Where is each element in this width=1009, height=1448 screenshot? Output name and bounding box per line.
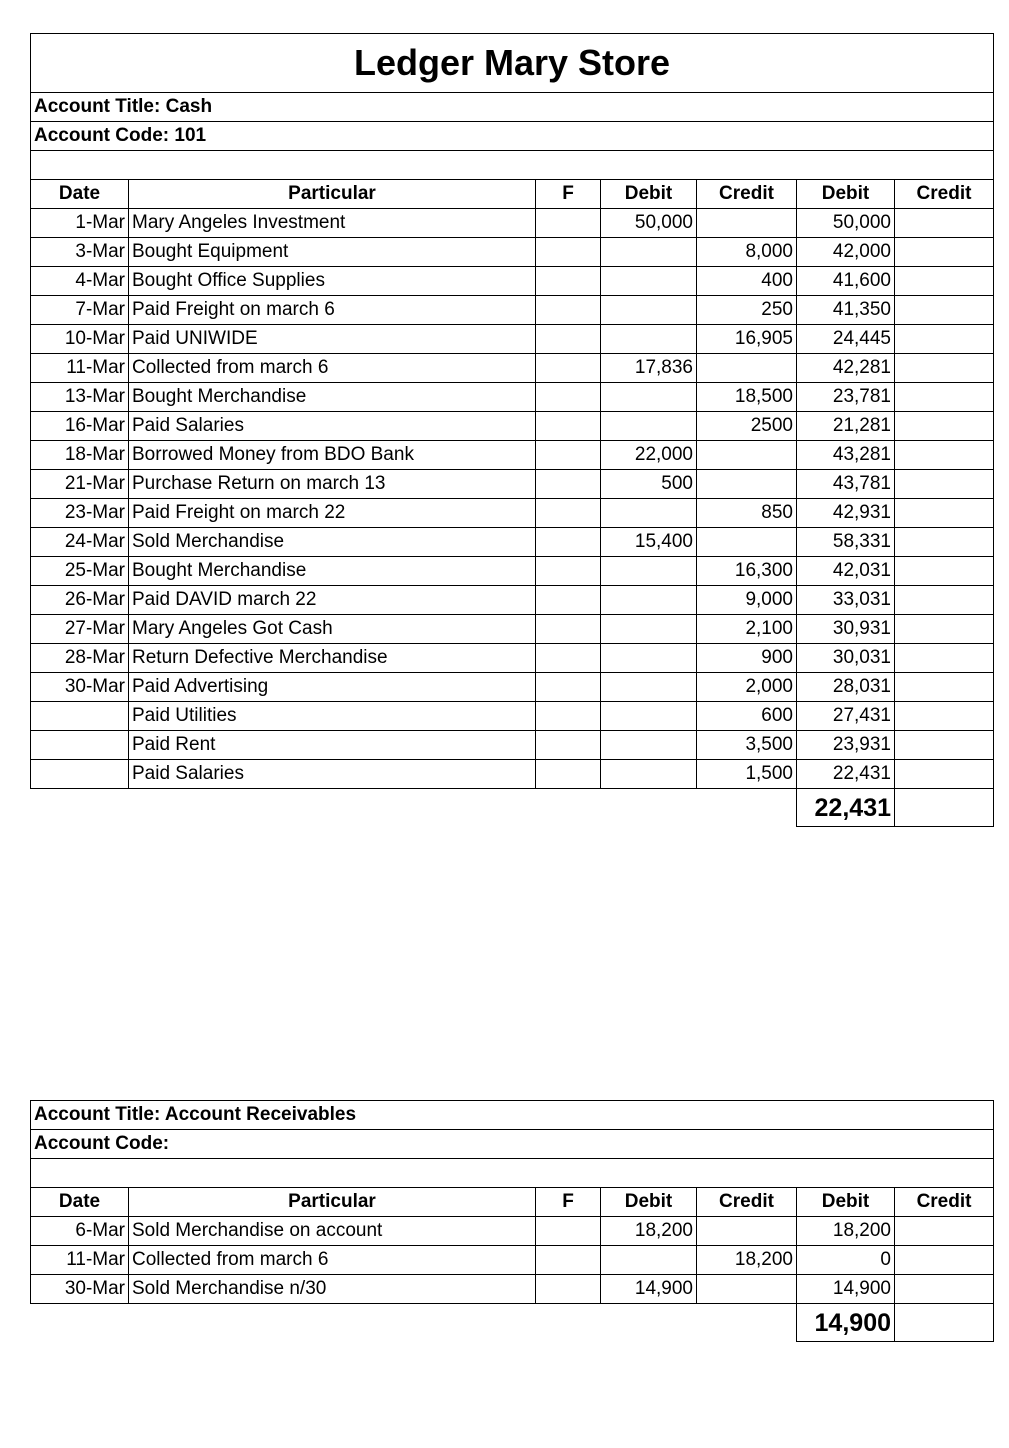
row-credit (697, 441, 797, 470)
row-date: 4-Mar (31, 267, 129, 296)
col-balance-debit: Debit (797, 180, 895, 209)
row-balance-debit: 24,445 (797, 325, 895, 354)
row-balance-credit (895, 383, 994, 412)
row-credit (697, 209, 797, 238)
row-date: 13-Mar (31, 383, 129, 412)
row-debit (601, 760, 697, 789)
row-credit: 2,100 (697, 615, 797, 644)
table-row (31, 528, 994, 557)
row-balance-credit (895, 470, 994, 499)
row-folio (536, 615, 601, 644)
row-particular: Bought Equipment (129, 238, 536, 267)
row-balance-credit (895, 731, 994, 760)
table-row (31, 673, 994, 702)
blank-row (31, 1159, 994, 1188)
row-balance-credit (895, 209, 994, 238)
table-row (31, 267, 994, 296)
row-debit (601, 267, 697, 296)
row-date: 26-Mar (31, 586, 129, 615)
table-row (31, 209, 994, 238)
row-credit: 9,000 (697, 586, 797, 615)
row-folio (536, 702, 601, 731)
row-credit: 600 (697, 702, 797, 731)
row-particular: Sold Merchandise n/30 (129, 1275, 536, 1304)
row-particular: Paid Freight on march 22 (129, 499, 536, 528)
row-particular: Bought Merchandise (129, 383, 536, 412)
row-debit (601, 412, 697, 441)
row-credit (697, 354, 797, 383)
row-folio (536, 528, 601, 557)
row-date: 16-Mar (31, 412, 129, 441)
row-balance-credit (895, 702, 994, 731)
row-particular: Paid Utilities (129, 702, 536, 731)
table-row (31, 1246, 994, 1275)
row-date: 10-Mar (31, 325, 129, 354)
table-row (31, 383, 994, 412)
account-title: Account Title: Account Receivables (31, 1101, 994, 1130)
row-balance-credit (895, 1246, 994, 1275)
row-debit: 17,836 (601, 354, 697, 383)
table-row (31, 238, 994, 267)
row-balance-debit: 50,000 (797, 209, 895, 238)
row-balance-credit (895, 673, 994, 702)
row-balance-credit (895, 354, 994, 383)
row-debit (601, 586, 697, 615)
row-debit (601, 615, 697, 644)
row-folio (536, 470, 601, 499)
row-folio (536, 731, 601, 760)
row-date: 23-Mar (31, 499, 129, 528)
row-particular: Paid Advertising (129, 673, 536, 702)
account-code: Account Code: (31, 1130, 994, 1159)
row-balance-debit: 42,931 (797, 499, 895, 528)
col-folio: F (536, 180, 601, 209)
table-row (31, 586, 994, 615)
row-balance-debit: 18,200 (797, 1217, 895, 1246)
row-debit: 15,400 (601, 528, 697, 557)
row-balance-credit (895, 238, 994, 267)
row-particular: Sold Merchandise on account (129, 1217, 536, 1246)
table-row (31, 412, 994, 441)
row-folio (536, 238, 601, 267)
row-balance-credit (895, 760, 994, 789)
row-folio (536, 325, 601, 354)
row-credit: 250 (697, 296, 797, 325)
row-date: 11-Mar (31, 354, 129, 383)
row-date (31, 731, 129, 760)
row-date: 30-Mar (31, 1275, 129, 1304)
cash-ledger-rows (31, 209, 994, 789)
row-particular: Mary Angeles Got Cash (129, 615, 536, 644)
table-row (31, 615, 994, 644)
table-row (31, 1217, 994, 1246)
row-folio (536, 354, 601, 383)
row-debit (601, 702, 697, 731)
row-particular: Sold Merchandise (129, 528, 536, 557)
row-debit: 22,000 (601, 441, 697, 470)
row-folio (536, 412, 601, 441)
row-credit: 850 (697, 499, 797, 528)
row-date: 28-Mar (31, 644, 129, 673)
row-folio (536, 760, 601, 789)
row-credit: 18,200 (697, 1246, 797, 1275)
row-credit (697, 470, 797, 499)
row-debit (601, 557, 697, 586)
row-debit (601, 1246, 697, 1275)
row-debit: 14,900 (601, 1275, 697, 1304)
row-folio (536, 1217, 601, 1246)
row-balance-debit: 42,281 (797, 354, 895, 383)
row-folio (536, 586, 601, 615)
row-particular: Paid Salaries (129, 760, 536, 789)
row-particular: Bought Merchandise (129, 557, 536, 586)
row-balance-debit: 41,600 (797, 267, 895, 296)
row-credit: 16,905 (697, 325, 797, 354)
row-particular: Purchase Return on march 13 (129, 470, 536, 499)
row-credit: 400 (697, 267, 797, 296)
col-credit: Credit (697, 1188, 797, 1217)
row-debit (601, 499, 697, 528)
row-particular: Borrowed Money from BDO Bank (129, 441, 536, 470)
row-balance-debit: 43,281 (797, 441, 895, 470)
row-debit (601, 296, 697, 325)
table-row (31, 644, 994, 673)
table-row (31, 760, 994, 789)
balance-total-credit (895, 789, 994, 827)
row-balance-debit: 21,281 (797, 412, 895, 441)
row-balance-debit: 41,350 (797, 296, 895, 325)
row-date: 24-Mar (31, 528, 129, 557)
row-credit: 18,500 (697, 383, 797, 412)
col-credit: Credit (697, 180, 797, 209)
row-date: 25-Mar (31, 557, 129, 586)
row-date: 6-Mar (31, 1217, 129, 1246)
row-balance-credit (895, 1217, 994, 1246)
col-particular: Particular (129, 1188, 536, 1217)
row-folio (536, 267, 601, 296)
total-row (31, 789, 994, 827)
col-folio: F (536, 1188, 601, 1217)
row-debit (601, 673, 697, 702)
account-title: Account Title: Cash (31, 93, 994, 122)
row-balance-credit (895, 499, 994, 528)
col-date: Date (31, 1188, 129, 1217)
row-date: 1-Mar (31, 209, 129, 238)
row-balance-credit (895, 441, 994, 470)
row-folio (536, 1246, 601, 1275)
total-row (31, 1304, 994, 1342)
row-folio (536, 209, 601, 238)
col-balance-credit: Credit (895, 1188, 994, 1217)
receivables-ledger (30, 1100, 993, 1342)
balance-total: 22,431 (797, 789, 895, 827)
row-credit: 2500 (697, 412, 797, 441)
row-date: 3-Mar (31, 238, 129, 267)
table-row (31, 296, 994, 325)
row-debit: 50,000 (601, 209, 697, 238)
row-debit (601, 325, 697, 354)
cash-ledger (30, 33, 993, 827)
row-particular: Paid Freight on march 6 (129, 296, 536, 325)
row-balance-credit (895, 644, 994, 673)
col-debit: Debit (601, 1188, 697, 1217)
row-credit (697, 1217, 797, 1246)
row-balance-credit (895, 1275, 994, 1304)
balance-total: 14,900 (797, 1304, 895, 1342)
row-balance-debit: 27,431 (797, 702, 895, 731)
row-particular: Paid UNIWIDE (129, 325, 536, 354)
column-header-row (31, 180, 994, 209)
row-folio (536, 499, 601, 528)
col-balance-credit: Credit (895, 180, 994, 209)
table-row (31, 354, 994, 383)
account-code: Account Code: 101 (31, 122, 994, 151)
receivables-ledger-table (30, 1100, 994, 1342)
row-particular: Paid Rent (129, 731, 536, 760)
col-debit: Debit (601, 180, 697, 209)
row-debit (601, 731, 697, 760)
row-folio (536, 383, 601, 412)
cash-ledger-body (31, 34, 994, 209)
table-row (31, 731, 994, 760)
row-particular: Mary Angeles Investment (129, 209, 536, 238)
row-folio (536, 1275, 601, 1304)
col-balance-debit: Debit (797, 1188, 895, 1217)
row-debit (601, 383, 697, 412)
row-particular: Collected from march 6 (129, 1246, 536, 1275)
row-balance-credit (895, 557, 994, 586)
row-folio (536, 557, 601, 586)
row-debit: 500 (601, 470, 697, 499)
row-particular: Return Defective Merchandise (129, 644, 536, 673)
blank-row (31, 151, 994, 180)
row-balance-debit: 28,031 (797, 673, 895, 702)
col-date: Date (31, 180, 129, 209)
row-balance-credit (895, 267, 994, 296)
column-header-row (31, 1188, 994, 1217)
row-balance-debit: 30,931 (797, 615, 895, 644)
row-particular: Paid Salaries (129, 412, 536, 441)
cash-ledger-table (30, 33, 994, 827)
row-date: 7-Mar (31, 296, 129, 325)
row-particular: Paid DAVID march 22 (129, 586, 536, 615)
row-debit: 18,200 (601, 1217, 697, 1246)
row-credit (697, 528, 797, 557)
row-balance-debit: 22,431 (797, 760, 895, 789)
ledger-title: Ledger Mary Store (31, 34, 994, 93)
row-date: 30-Mar (31, 673, 129, 702)
balance-total-credit (895, 1304, 994, 1342)
row-balance-debit: 43,781 (797, 470, 895, 499)
row-balance-debit: 33,031 (797, 586, 895, 615)
table-row (31, 557, 994, 586)
table-row (31, 702, 994, 731)
row-balance-debit: 0 (797, 1246, 895, 1275)
row-credit (697, 1275, 797, 1304)
row-folio (536, 441, 601, 470)
row-credit: 900 (697, 644, 797, 673)
row-balance-credit (895, 296, 994, 325)
receivables-ledger-rows (31, 1217, 994, 1304)
row-folio (536, 296, 601, 325)
row-balance-debit: 14,900 (797, 1275, 895, 1304)
row-balance-debit: 42,031 (797, 557, 895, 586)
row-credit: 1,500 (697, 760, 797, 789)
table-row (31, 441, 994, 470)
row-balance-credit (895, 325, 994, 354)
row-date: 18-Mar (31, 441, 129, 470)
row-debit (601, 644, 697, 673)
row-balance-debit: 23,781 (797, 383, 895, 412)
row-credit: 2,000 (697, 673, 797, 702)
row-debit (601, 238, 697, 267)
row-balance-credit (895, 412, 994, 441)
row-balance-debit: 58,331 (797, 528, 895, 557)
row-particular: Collected from march 6 (129, 354, 536, 383)
row-date: 11-Mar (31, 1246, 129, 1275)
table-row (31, 1275, 994, 1304)
row-particular: Bought Office Supplies (129, 267, 536, 296)
row-date: 27-Mar (31, 615, 129, 644)
row-balance-credit (895, 528, 994, 557)
row-credit: 3,500 (697, 731, 797, 760)
row-balance-debit: 42,000 (797, 238, 895, 267)
row-balance-debit: 30,031 (797, 644, 895, 673)
row-credit: 16,300 (697, 557, 797, 586)
table-row (31, 325, 994, 354)
row-date (31, 760, 129, 789)
row-balance-credit (895, 586, 994, 615)
row-balance-credit (895, 615, 994, 644)
row-date (31, 702, 129, 731)
row-folio (536, 673, 601, 702)
table-row (31, 499, 994, 528)
row-folio (536, 644, 601, 673)
row-date: 21-Mar (31, 470, 129, 499)
table-row (31, 470, 994, 499)
row-balance-debit: 23,931 (797, 731, 895, 760)
row-credit: 8,000 (697, 238, 797, 267)
col-particular: Particular (129, 180, 536, 209)
